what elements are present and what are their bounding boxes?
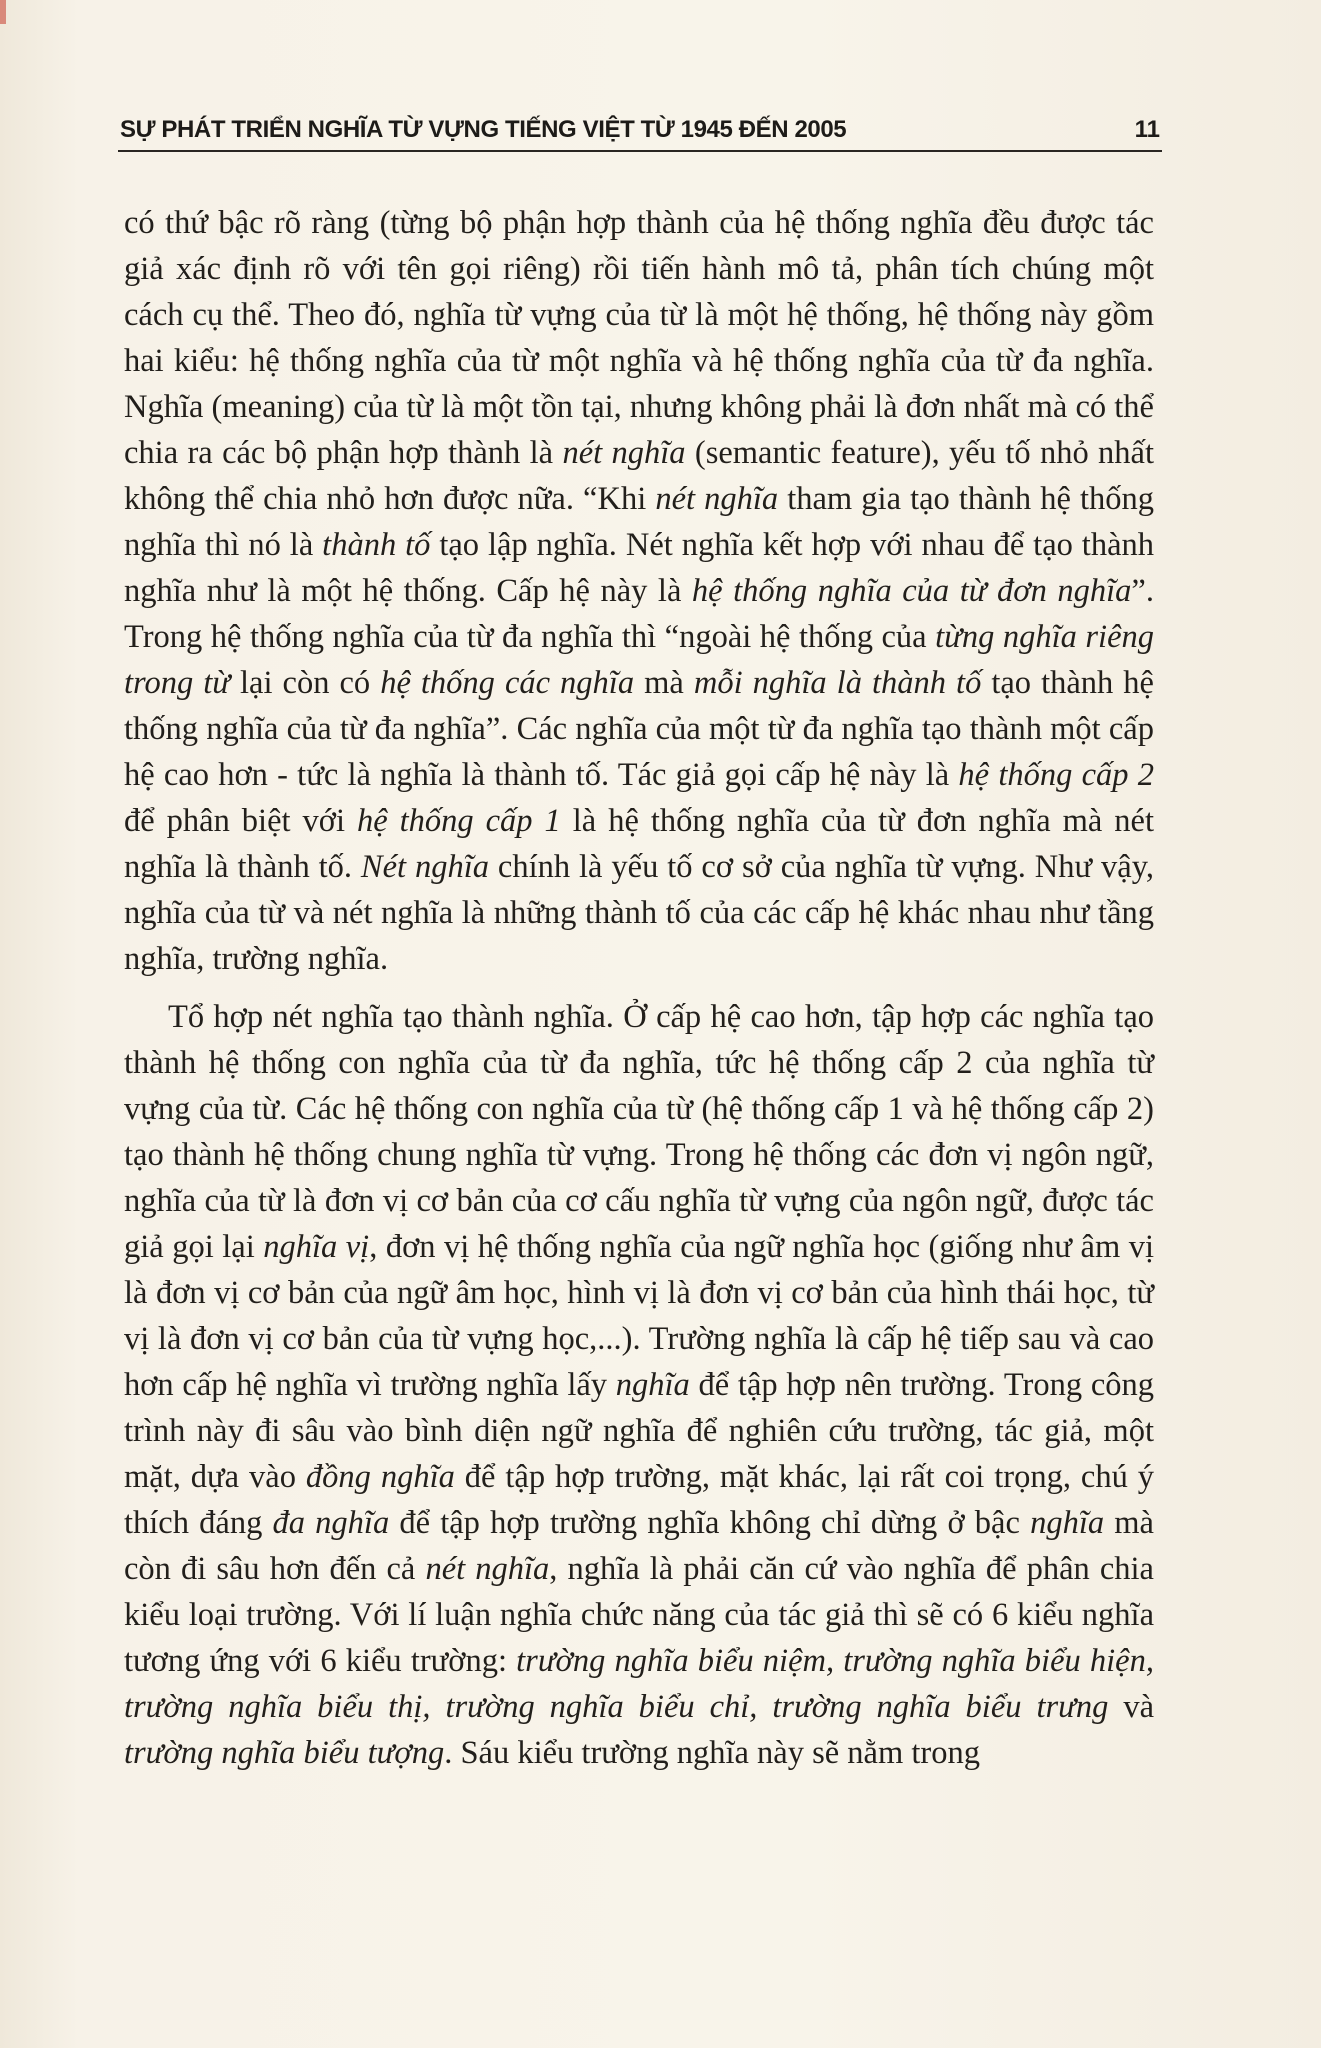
text-run: để phân biệt với (124, 803, 357, 839)
text-run: tham gia tạo thành hệ thống nghĩa thì nó là (124, 481, 1154, 563)
italic-term: hệ thống các nghĩa (380, 665, 635, 701)
running-header (120, 100, 1160, 144)
text-run: . Sáu kiểu trường nghĩa này sẽ nằm trong (444, 1735, 980, 1771)
italic-term: hệ thống cấp 1 (356, 803, 561, 839)
header-rule (118, 150, 1162, 152)
italic-term: trường nghĩa biểu tượng (124, 1735, 445, 1771)
italic-term: nghĩa (1030, 1505, 1105, 1541)
italic-term: Nét nghĩa (360, 849, 489, 885)
italic-term: nét nghĩa (425, 1551, 550, 1587)
text-run: mà (634, 665, 694, 701)
running-header-title: SỰ PHÁT TRIỂN NGHĨA TỪ VỰNG TIẾNG VIỆT TỪ 1945 ĐẾN 2005 (120, 116, 847, 143)
italic-term: trường nghĩa biểu niệm, trường nghĩa biểu hiện, trường nghĩa biểu thị, trường nghĩa biểu chỉ, trường nghĩa biểu trưng (124, 1643, 1154, 1725)
italic-term: hệ thống cấp 2 (958, 757, 1154, 793)
text-run: (semantic feature), yếu tố nhỏ nhất không thể chia nhỏ hơn được nữa. “Khi (124, 435, 1154, 517)
page-edge-mark (0, 0, 6, 24)
italic-term: nghĩa vị (263, 1229, 370, 1265)
italic-term: nét nghĩa (655, 481, 779, 517)
text-run: lại còn có (230, 665, 381, 701)
text-run: để tập hợp trường, mặt khác, lại rất coi trọng, chú ý thích đáng (124, 1459, 1155, 1541)
text-run: và (1108, 1689, 1154, 1725)
italic-term: hệ thống nghĩa của từ đơn nghĩa (691, 573, 1132, 609)
italic-term: từng nghĩa riêng trong từ (124, 619, 1155, 701)
italic-term: mỗi nghĩa là thành tố (693, 665, 982, 701)
text-run: có thứ bậc rõ ràng (từng bộ phận hợp thành của hệ thống nghĩa đều được tác giả xác định rõ với tên gọi riêng) rồi tiến hành mô tả, phân tích chúng một cách cụ thể. Theo đó, nghĩa từ vựng của từ là một hệ thống, hệ thống này gồm hai kiểu: hệ thống nghĩa của từ một nghĩa và hệ thống nghĩa của từ đa nghĩa. Nghĩa (meaning) của từ là một tồn tại, nhưng không phải là đơn nhất mà có thể chia ra các bộ phận hợp thành là (124, 205, 1154, 471)
italic-term: đồng nghĩa (305, 1459, 455, 1495)
text-run: tạo lập nghĩa. Nét nghĩa kết hợp với nhau để tạo thành nghĩa như là một hệ thống. Cấp hệ này là (124, 527, 1155, 609)
text-run: là hệ thống nghĩa của từ đơn nghĩa mà nét nghĩa là thành tố. (124, 803, 1154, 885)
italic-term: đa nghĩa (272, 1505, 390, 1541)
italic-term: thành tố (322, 527, 431, 563)
italic-term: nét nghĩa (562, 435, 686, 471)
text-run: Tổ hợp nét nghĩa tạo thành nghĩa. Ở cấp hệ cao hơn, tập hợp các nghĩa tạo thành hệ thống con nghĩa của từ đa nghĩa, tức hệ thống cấp 2 của nghĩa từ vựng của từ. Các hệ thống con nghĩa của từ (hệ thống cấp 1 và hệ thống cấp 2) tạo thành hệ thống chung nghĩa từ vựng. Trong hệ thống các đơn vị ngôn ngữ, nghĩa của từ là đơn vị cơ bản của cơ cấu nghĩa từ vựng của ngôn ngữ, được tác giả gọi lại (124, 999, 1154, 1265)
text-run: mà còn đi sâu hơn đến cả (124, 1505, 1154, 1587)
paragraph-2 (124, 994, 1154, 1776)
text-run: để tập hợp trường nghĩa không chỉ dừng ở bậc (389, 1505, 1031, 1541)
text-run: để tập hợp nên trường. Trong công trình này đi sâu vào bình diện ngữ nghĩa để nghiên cứu trường, tác giả, một mặt, dựa vào (124, 1367, 1154, 1495)
text-run: tạo thành hệ thống nghĩa của từ đa nghĩa”. Các nghĩa của một từ đa nghĩa tạo thành một cấp hệ cao hơn - tức là nghĩa là thành tố. Tác giả gọi cấp hệ này là (124, 665, 1154, 793)
page-number: 11 (1134, 116, 1160, 143)
text-run: , nghĩa là phải căn cứ vào nghĩa để phân chia kiểu loại trường. Với lí luận nghĩa chức năng của tác giả thì sẽ có 6 kiểu nghĩa tương ứng với 6 kiểu trường: (124, 1551, 1154, 1679)
text-run: , đơn vị hệ thống nghĩa của ngữ nghĩa học (giống như âm vị là đơn vị cơ bản của ngữ âm học, hình vị là đơn vị cơ bản của hình thái học, từ vị là đơn vị cơ bản của từ vựng học,...). Trường nghĩa là cấp hệ tiếp sau và cao hơn cấp hệ nghĩa vì trường nghĩa lấy (124, 1229, 1154, 1403)
text-run: ”. Trong hệ thống nghĩa của từ đa nghĩa thì “ngoài hệ thống của (124, 573, 1154, 655)
paragraph-1 (124, 200, 1154, 982)
text-run: chính là yếu tố cơ sở của nghĩa từ vựng. Như vậy, nghĩa của từ và nét nghĩa là những thành tố của các cấp hệ khác nhau như tầng nghĩa, trường nghĩa. (124, 849, 1154, 977)
body-text (124, 200, 1154, 1776)
italic-term: nghĩa (615, 1367, 690, 1403)
